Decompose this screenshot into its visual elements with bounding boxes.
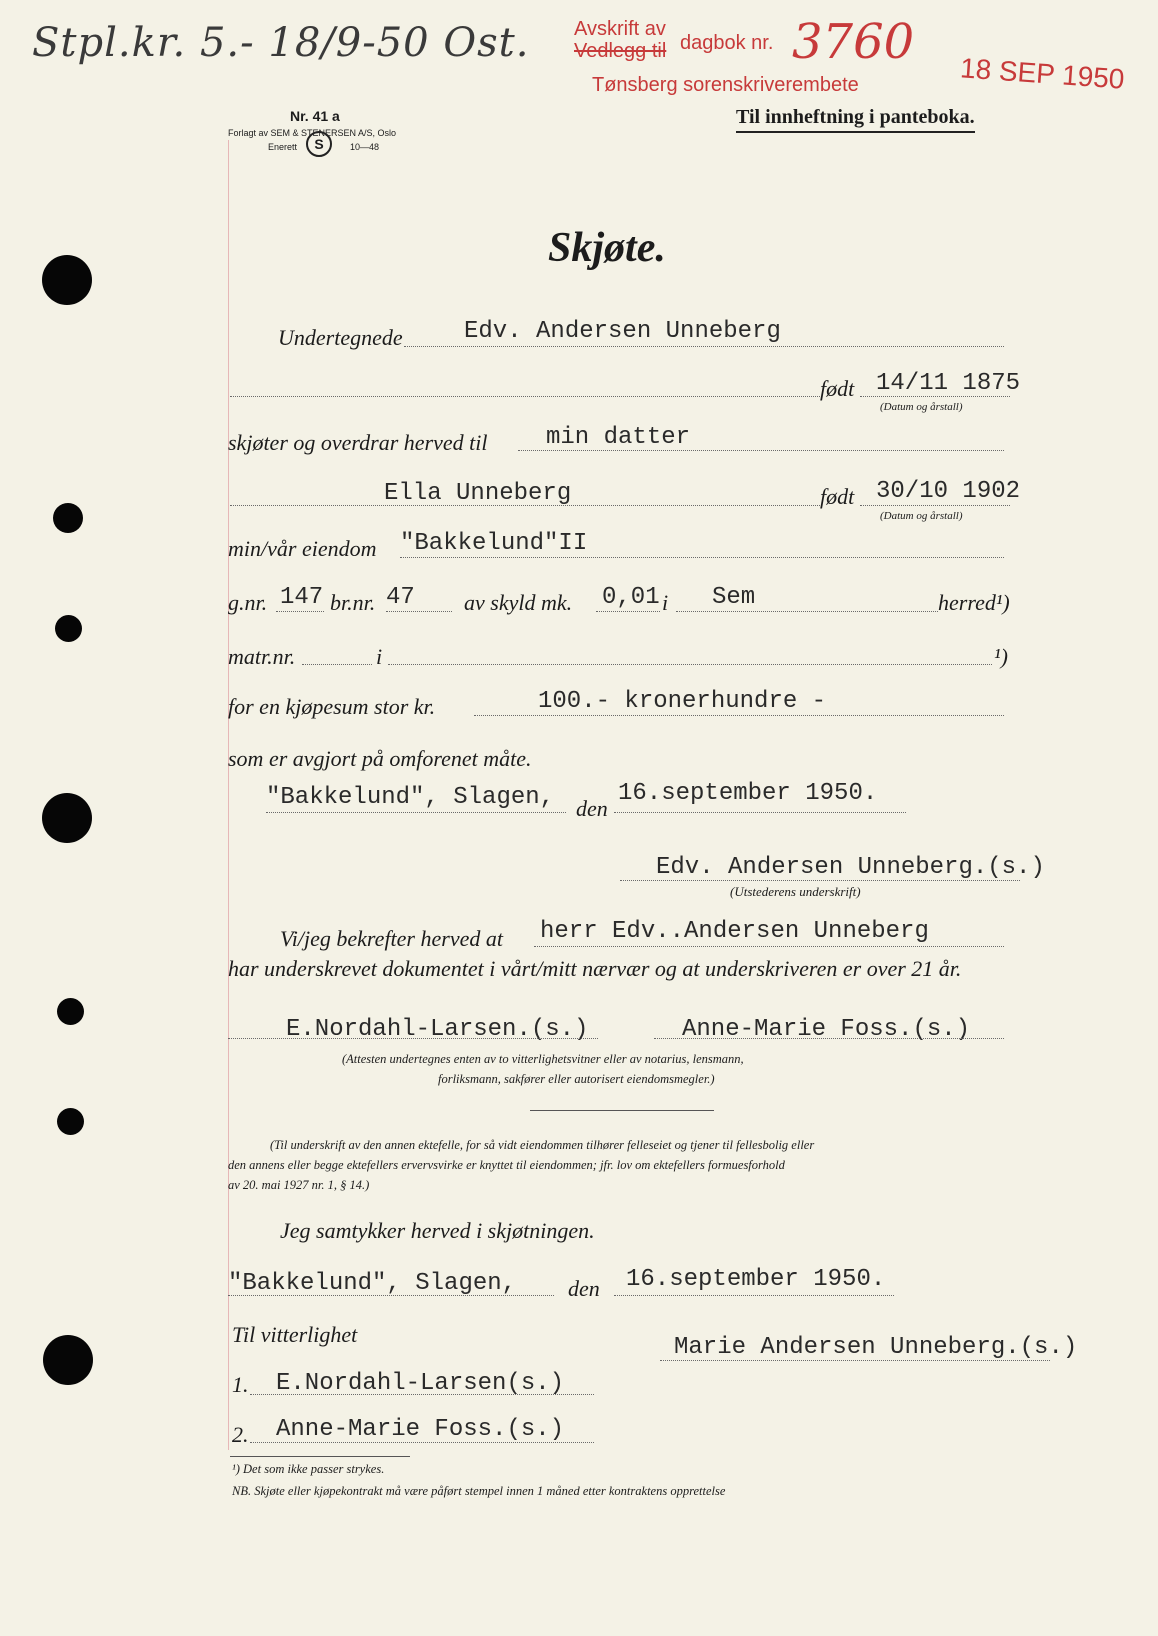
attestation-name: herr Edv..Andersen Unneberg (540, 918, 929, 945)
attestation-text: har underskrevet dokumentet i vårt/mitt nærvær og at underskriveren er over 21 år. (228, 956, 962, 981)
spouse-place-line (228, 1295, 554, 1296)
property-name: "Bakkelund"II (400, 530, 588, 557)
punch-hole-1 (42, 255, 92, 305)
agreement-text: som er avgjort på omforenet måte. (228, 746, 532, 771)
property-label: min/vår eiendom (228, 536, 377, 561)
herred-name: Sem (712, 584, 756, 611)
grantee-birthdate: 30/10 1902 (876, 478, 1021, 505)
spouse-date: 16.september 1950. (626, 1266, 886, 1293)
price-line (474, 715, 1004, 716)
matr-footnote-mark: ¹) (994, 644, 1008, 669)
stamp-line-2: Vedlegg til (574, 40, 667, 62)
stamp-line-1: Avskrift av (574, 18, 666, 40)
punch-hole-5 (57, 998, 84, 1025)
matr-line (302, 664, 372, 665)
binding-note: Til innheftning i panteboka. (736, 106, 975, 133)
spouse-note-1: (Til underskrift av den annen ektefelle, for så vidt eiendommen tilhører felleseiet og tjener til fellesbolig eller (270, 1138, 815, 1152)
place: "Bakkelund", Slagen, (266, 784, 555, 811)
form-number: Nr. 41 a (290, 108, 340, 124)
grantor-birthdate: 14/11 1875 (876, 370, 1021, 397)
document-title: Skjøte. (548, 225, 666, 271)
undersigned-line (404, 346, 1004, 347)
spouse-witness-2-name: Anne-Marie Foss.(s.) (276, 1416, 565, 1443)
property-line (400, 557, 1004, 558)
attestation-note-2: forliksmann, sakfører eller autorisert eiendomsmegler.) (438, 1072, 715, 1086)
skyld-i-label: i (662, 590, 669, 615)
issuer-signature-line (620, 880, 1020, 881)
skyld-value: 0,01 (602, 584, 660, 611)
punch-hole-2 (53, 503, 83, 533)
date-caption-1: (Datum og årstall) (880, 401, 963, 413)
date-value: 16.september 1950. (618, 780, 878, 807)
attestation-prefix: Vi/jeg bekrefter herved at (280, 926, 503, 951)
publisher-line-2: Enerett (268, 142, 298, 152)
witness-1-line (228, 1038, 598, 1039)
publisher-date: 10—48 (350, 142, 380, 152)
transfer-label: skjøter og overdrar herved til (228, 430, 488, 455)
spouse-signature: Marie Andersen Unneberg.(s.) (674, 1334, 1078, 1361)
vitterlighet-label: Til vitterlighet (232, 1322, 358, 1347)
skyld-line (596, 611, 660, 612)
date-line (614, 812, 906, 813)
witness-1: E.Nordahl-Larsen.(s.) (286, 1016, 589, 1043)
punch-hole-6 (57, 1108, 84, 1135)
price-label: for en kjøpesum stor kr. (228, 694, 436, 719)
punch-hole-3 (55, 615, 82, 642)
spouse-witness-1-number: 1. (232, 1372, 249, 1397)
margin-line (228, 140, 229, 1450)
spouse-signature-line (660, 1360, 1050, 1361)
date-stamp: 18 SEP 1950 (959, 52, 1126, 95)
footnote-2: NB. Skjøte eller kjøpekontrakt må være påført stempel innen 1 måned etter kontraktens opprettelse (232, 1484, 726, 1498)
bnr-line (386, 611, 452, 612)
spouse-date-line (614, 1295, 894, 1296)
witness-2-line (654, 1038, 1004, 1039)
publisher-logo: S (306, 131, 332, 157)
footnote-divider (230, 1456, 410, 1457)
punch-hole-4 (42, 793, 92, 843)
matr-place-line (388, 664, 992, 665)
gnr-label: g.nr. (228, 590, 268, 615)
stamp-line-3: dagbok nr. (680, 32, 774, 54)
dagbok-number: 3760 (792, 14, 915, 70)
date-caption-2: (Datum og årstall) (880, 510, 963, 522)
matr-label: matr.nr. (228, 644, 296, 669)
undersigned-label: Undertegnede (278, 325, 403, 350)
spouse-witness-1-line (250, 1394, 594, 1395)
punch-hole-7 (43, 1335, 93, 1385)
spouse-witness-2-line (250, 1442, 594, 1443)
place-line (266, 812, 566, 813)
publisher-line-1: Forlagt av SEM & STENERSEN A/S, Oslo (228, 128, 397, 138)
issuer-caption: (Utstederens underskrift) (730, 884, 861, 899)
spouse-consent: Jeg samtykker herved i skjøtningen. (280, 1218, 595, 1243)
footnote-1: ¹) Det som ikke passer strykes. (232, 1462, 385, 1476)
grantee-name: Ella Unneberg (384, 480, 572, 507)
handwritten-fee-note: Stpl.kr. 5.- 18/9-50 Ost. (32, 20, 530, 66)
gnr-line (276, 611, 324, 612)
issuer-signature: Edv. Andersen Unneberg.(s.) (656, 854, 1045, 881)
gnr-value: 147 (280, 584, 324, 611)
section-divider (530, 1110, 714, 1111)
spouse-witness-2-number: 2. (232, 1422, 249, 1447)
grantee-relation: min datter (546, 424, 691, 451)
stamp-office: Tønsberg sorenskriverembete (592, 74, 859, 96)
attestation-name-line (534, 946, 1004, 947)
den-label-1: den (576, 796, 608, 821)
spouse-note-3: av 20. mai 1927 nr. 1, § 14.) (228, 1178, 370, 1192)
price-value: 100.- kronerhundre - (538, 688, 827, 715)
witness-2: Anne-Marie Foss.(s.) (682, 1016, 971, 1043)
bnr-value: 47 (386, 584, 415, 611)
born-label-2: født (820, 484, 855, 509)
undersigned-name: Edv. Andersen Unneberg (464, 318, 781, 345)
grantee-birthdate-line (860, 505, 1010, 506)
spouse-witness-1-name: E.Nordahl-Larsen(s.) (276, 1370, 565, 1397)
born-label-1: født (820, 376, 855, 401)
herred-label: herred¹) (938, 590, 1010, 615)
attestation-note-1: (Attesten undertegnes enten av to vitterlighetsvitner eller av notarius, lensmann, (342, 1052, 744, 1066)
spouse-note-2: den annens eller begge ektefellers ervervsvirke er knyttet til eiendommen; jfr. lov om ektefellers formuesforhold (228, 1158, 785, 1172)
skyld-label: av skyld mk. (464, 590, 573, 615)
herred-line (676, 611, 938, 612)
den-label-2: den (568, 1276, 600, 1301)
matr-i-label: i (376, 644, 383, 669)
grantor-line (230, 396, 820, 397)
spouse-place: "Bakkelund", Slagen, (228, 1270, 517, 1297)
bnr-label: br.nr. (330, 590, 376, 615)
